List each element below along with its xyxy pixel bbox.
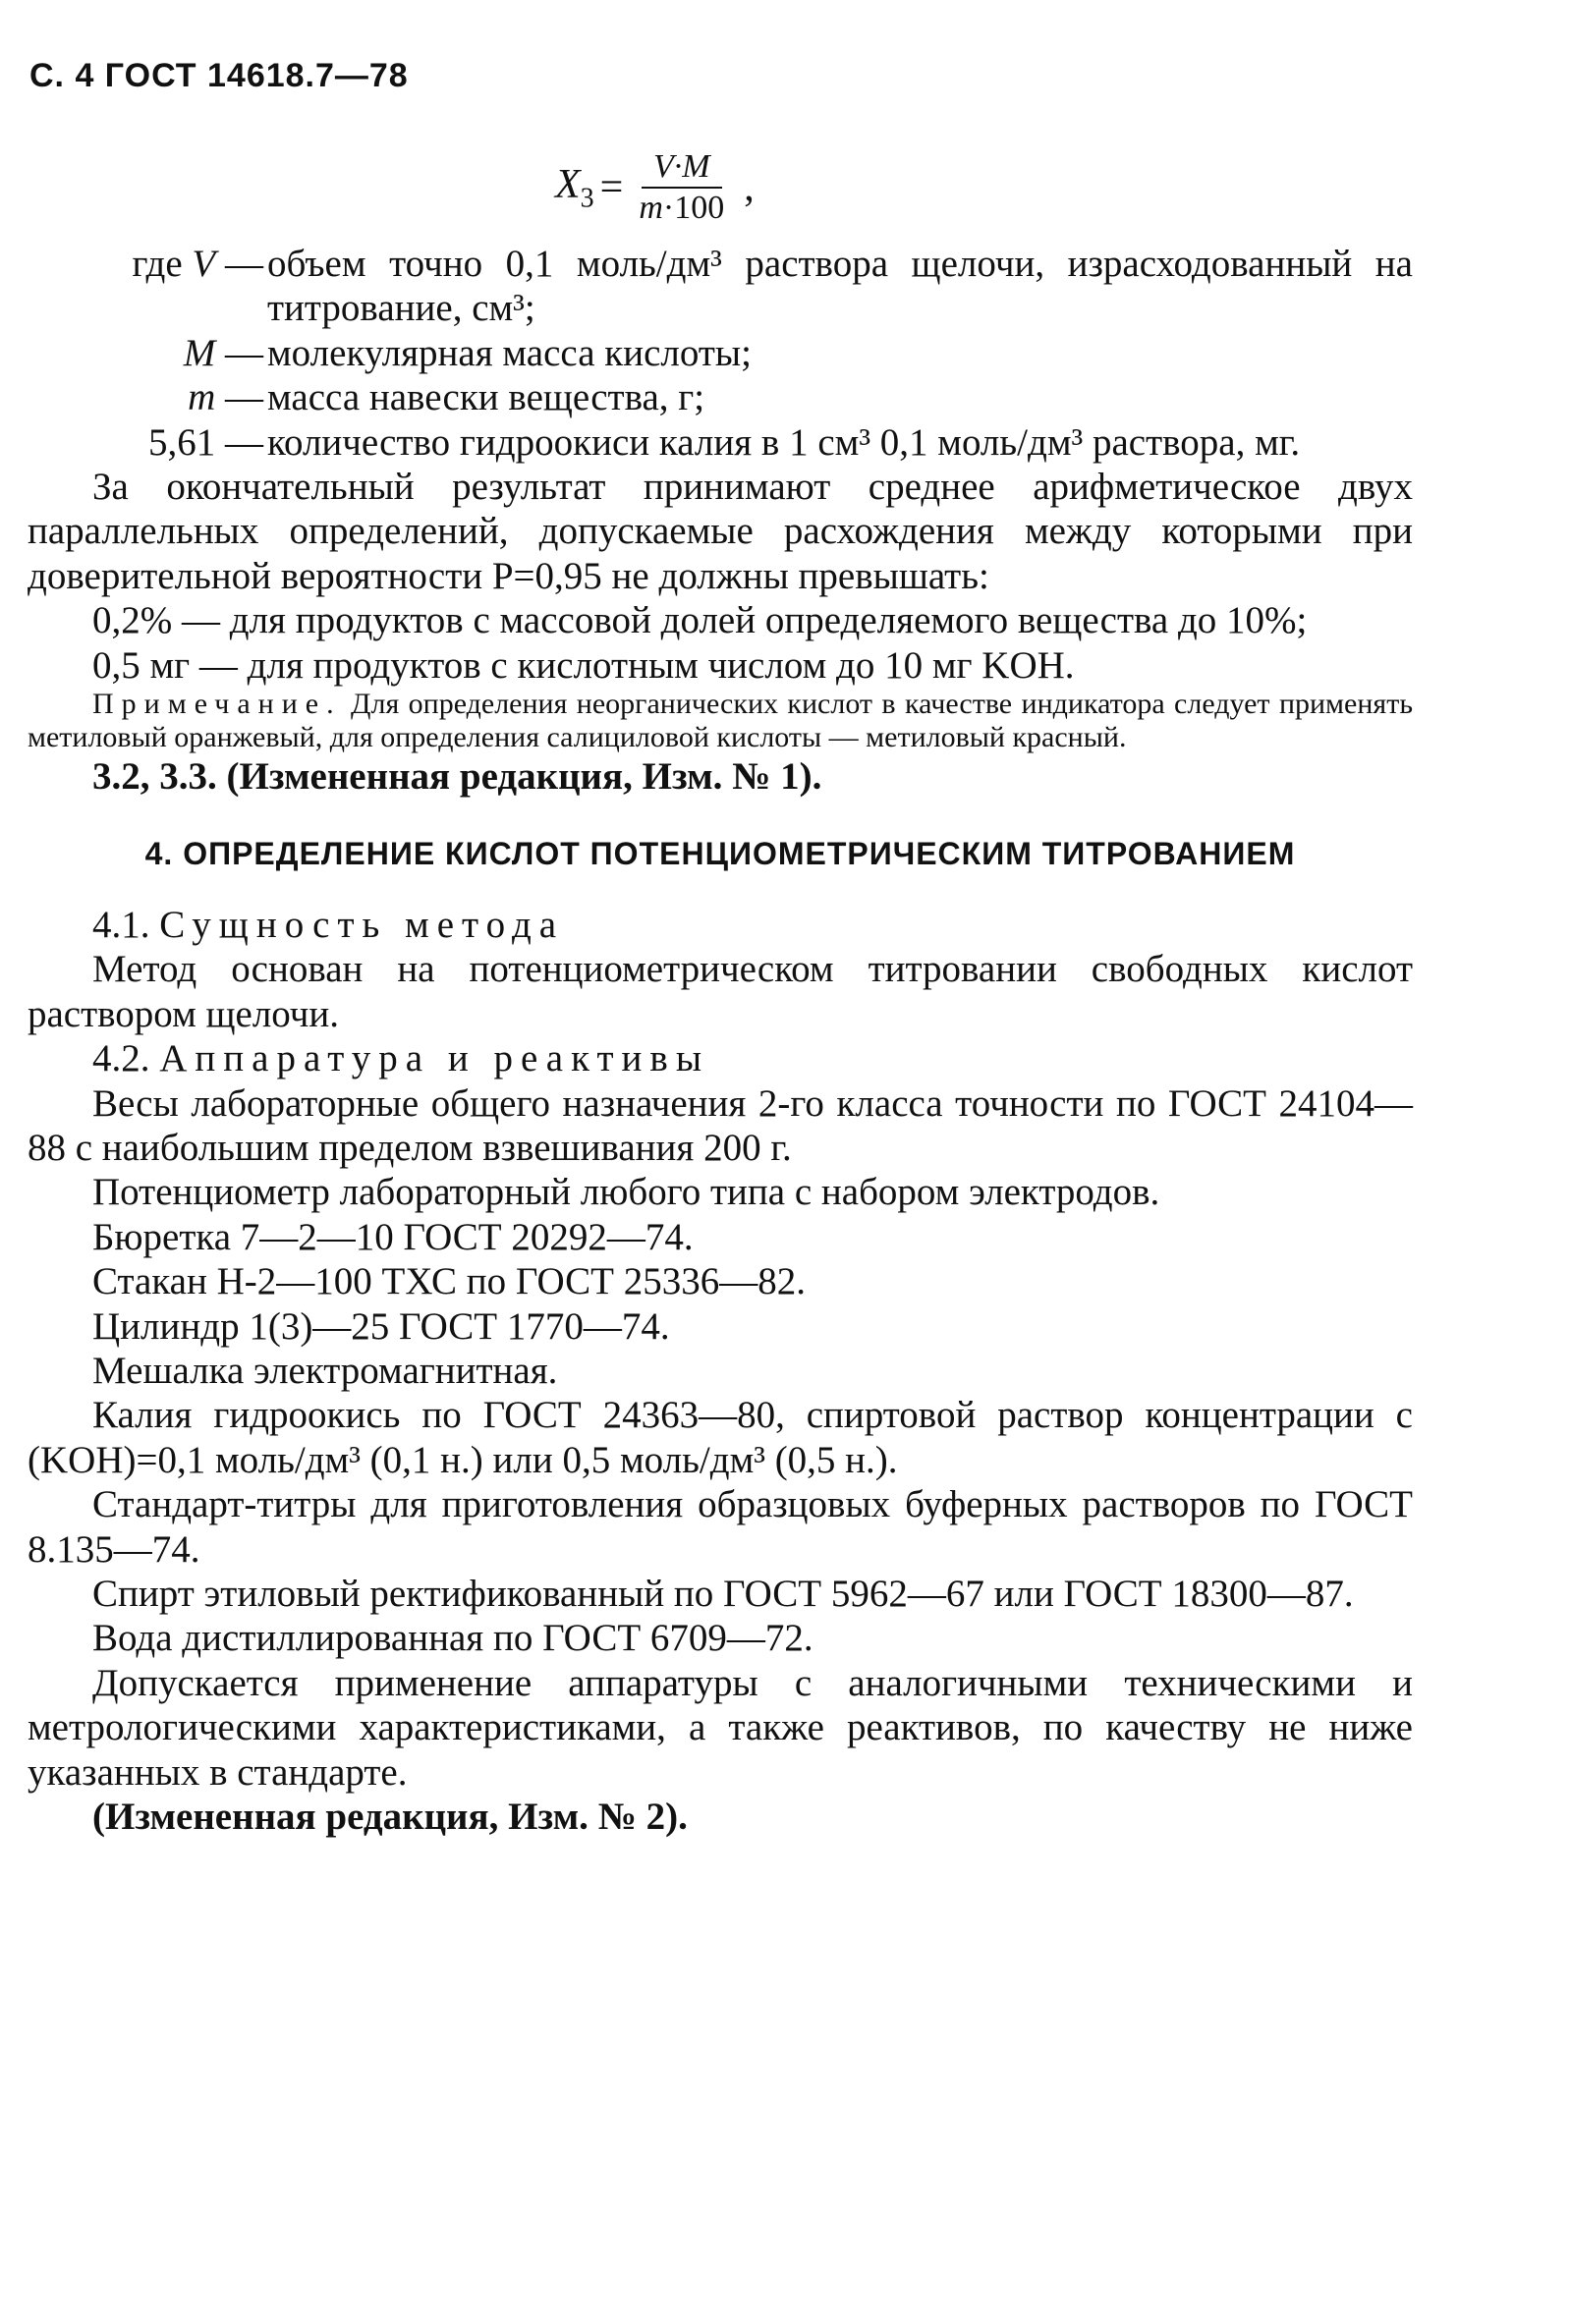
subsection-4-1-heading: 4.1. Сущность метода [92,903,565,946]
subsection-4-2-heading: 4.2. Аппаратура и реактивы [92,1037,710,1080]
definition-561 [28,420,1413,465]
formula-denominator: m·100 [639,190,725,226]
equipment-item: Мешалка электромагнитная. [92,1349,558,1392]
section-4-heading: 4. ОПРЕДЕЛЕНИЕ КИСЛОТ ПОТЕНЦИОМЕТРИЧЕСКИМ ТИТРОВАНИЕМ [144,836,1296,872]
formula-fraction [639,147,724,228]
equivalence-clause: Допускается применение аппаратуры с аналогичными техническими и метрологическими характеристиками, а также реактивов, по качеству не ниже указанных в стандарте. [28,1661,1413,1794]
equipment-item: Цилиндр 1(3)—25 ГОСТ 1770—74. [92,1304,670,1348]
note-block [28,688,1413,754]
amendment-2: (Измененная редакция, Изм. № 2). [92,1796,688,1838]
definition-term: M — [183,331,263,374]
note-text: Для определения неорганических кислот в качестве индикатора следует применять метиловый оранжевый, для определения салициловой кислоты — метиловый красный. [28,688,1413,754]
subsection-4-1-text: Метод основан на потенциометрическом титровании свободных кислот раствором щелочи. [28,948,1413,1035]
document-body [28,242,1413,1839]
reagent-item: Калия гидроокись по ГОСТ 24363—80, спиртовой раствор концентрации с (KOH)=0,1 моль/дм³ (0,1 н.) или 0,5 моль/дм³ (0,5 н.). [28,1394,1413,1481]
formula-numerator: V·M [642,147,722,189]
formula-comma: , [744,165,755,210]
definition-text: масса навески вещества, г; [267,376,705,419]
running-header: С. 4 ГОСТ 14618.7—78 [29,57,409,94]
definition-m-mass [28,375,1413,419]
equipment-item: Стакан Н-2—100 ТХС по ГОСТ 25336—82. [92,1260,806,1303]
definition-term: где V — [132,243,263,285]
formula-x3 [555,147,755,228]
definition-text: количество гидроокиси калия в 1 см³ 0,1 моль/дм³ раствора, мг. [267,420,1301,464]
reagent-item: Стандарт-титры для приготовления образцовых буферных растворов по ГОСТ 8.135—74. [28,1483,1413,1571]
formula-equals: = [599,165,624,210]
equipment-item: Бюретка 7—2—10 ГОСТ 20292—74. [92,1215,694,1258]
result-paragraph: За окончательный результат принимают среднее арифметическое двух параллельных определений, допускаемые расхождения между которыми при доверительной вероятности P=0,95 не должны превышать: [28,466,1413,597]
limit-paragraph-2: 0,5 мг — для продуктов с кислотным числом до 10 мг KOH. [92,643,1075,687]
definition-term: m — [188,376,263,419]
definition-text: объем точно 0,1 моль/дм³ раствора щелочи, израсходованный на титрование, см³; [267,243,1413,330]
equipment-item: Потенциометр лабораторный любого типа с набором электродов. [92,1171,1160,1214]
definition-v [28,242,1413,331]
formula-lhs: $X_3$ [555,161,594,214]
definition-text: молекулярная масса кислоты; [267,331,752,374]
definition-m-molar [28,331,1413,375]
equipment-item: Весы лабораторные общего назначения 2-го класса точности по ГОСТ 24104—88 с наибольшим пределом взвешивания 200 г. [28,1081,1413,1169]
reagent-item: Вода дистиллированная по ГОСТ 6709—72. [92,1617,813,1660]
amendment-1: 3.2, 3.3. (Измененная редакция, Изм. № 1). [92,755,822,799]
definition-term: 5,61 — [148,420,263,464]
note-label: Примечание. [92,688,342,721]
limit-paragraph-1: 0,2% — для продуктов с массовой долей определяемого вещества до 10%; [92,599,1308,642]
reagent-item: Спирт этиловый ректификованный по ГОСТ 5962—67 или ГОСТ 18300—87. [92,1572,1354,1615]
